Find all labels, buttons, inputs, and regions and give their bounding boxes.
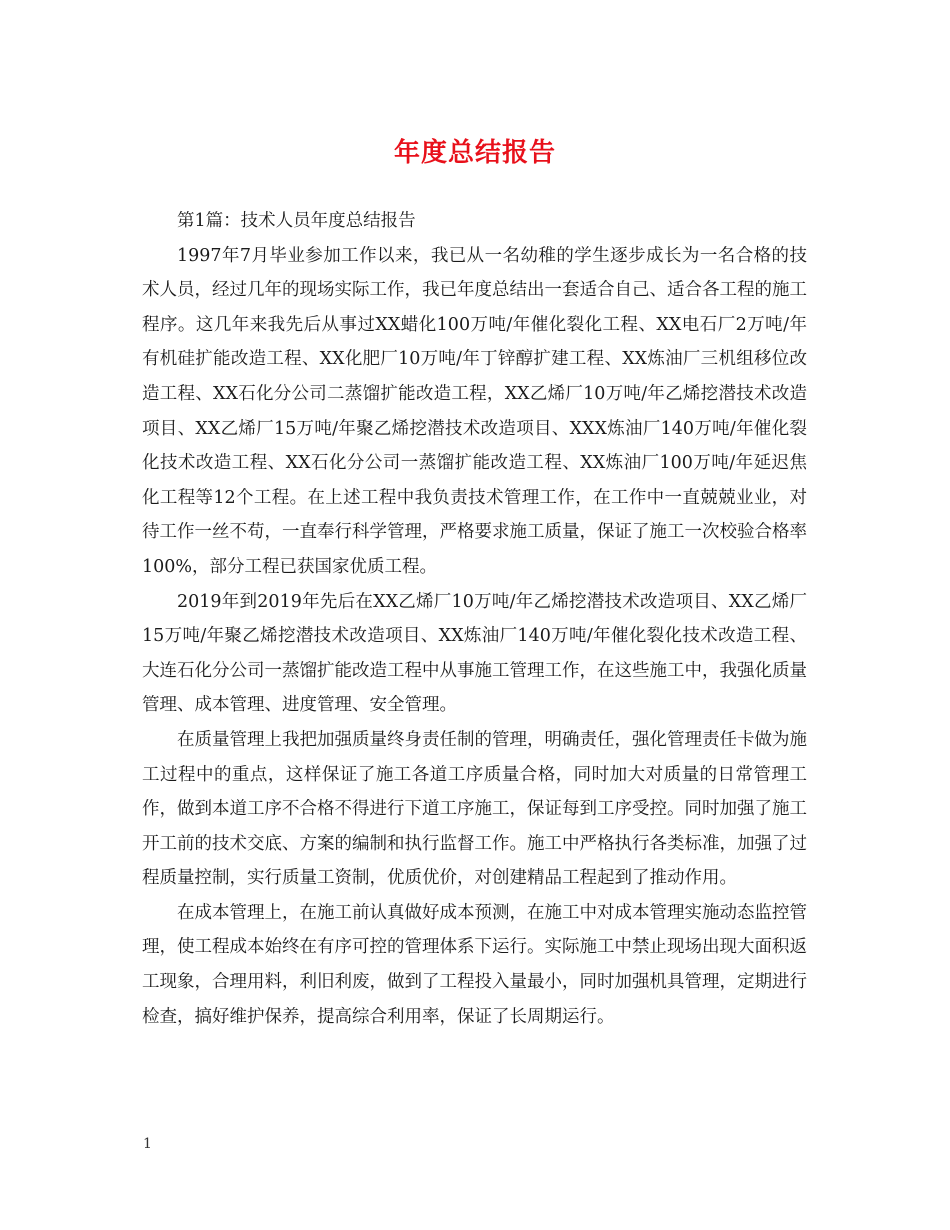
paragraph-4: 在成本管理上，在施工前认真做好成本预测，在施工中对成本管理实施动态监控管理，使工程成本始终在有序可控的管理体系下运行。实际施工中禁止现场出现大面积返工现象，合理用料，利旧利废，做到了工程投入量最小，同时加强机具管理，定期进行检查，搞好维护保养，提高综合利用率，保证了长周期运行。 bbox=[142, 902, 807, 1027]
section-heading: 第1篇：技术人员年度总结报告 bbox=[177, 211, 416, 231]
paragraph-1: 1997年7月毕业参加工作以来，我已从一名幼稚的学生逐步成长为一名合格的技术人员，经过几年的现场实际工作，我已年度总结出一套适合自己、适合各工程的施工程序。这几年来我先后从事过XX蜡化100万吨/年催化裂化工程、XX电石厂2万吨/年有机硅扩能改造工程、XX化肥厂10万吨/年丁锌醇扩建工程、XX炼油厂三机组移位改造工程、XX石化分公司二蒸馏扩能改造工程，XX乙烯厂10万吨/年乙烯挖潜技术改造项目、XX乙烯厂15万吨/年聚乙烯挖潜技术改造项目、XXX炼油厂140万吨/年催化裂化技术改造工程、XX石化分公司一蒸馏扩能改造工程、XX炼油厂100万吨/年延迟焦化工程等12个工程。在上述工程中我负责技术管理工作，在工作中一直兢兢业业，对待工作一丝不苟，一直奉行科学管理，严格要求施工质量，保证了施工一次校验合格率100%，部分工程已获国家优质工程。 bbox=[142, 245, 807, 577]
paragraph-2: 2019年到2019年先后在XX乙烯厂10万吨/年乙烯挖潜技术改造项目、XX乙烯厂15万吨/年聚乙烯挖潜技术改造项目、XX炼油厂140万吨/年催化裂化技术改造工程、大连石化分公司一蒸馏扩能改造工程中从事施工管理工作，在这些施工中，我强化质量管理、成本管理、进度管理、安全管理。 bbox=[142, 591, 807, 716]
document-body bbox=[142, 204, 807, 1034]
page-number: 1 bbox=[143, 1136, 152, 1152]
document-title: 年度总结报告 bbox=[393, 138, 556, 168]
paragraph-3: 在质量管理上我把加强质量终身责任制的管理，明确责任，强化管理责任卡做为施工过程中的重点，这样保证了施工各道工序质量合格，同时加大对质量的日常管理工作，做到本道工序不合格不得进行下道工序施工，保证每到工序受控。同时加强了施工开工前的技术交底、方案的编制和执行监督工作。施工中严格执行各类标准，加强了过程质量控制，实行质量工资制，优质优价，对创建精品工程起到了推动作用。 bbox=[142, 729, 807, 889]
